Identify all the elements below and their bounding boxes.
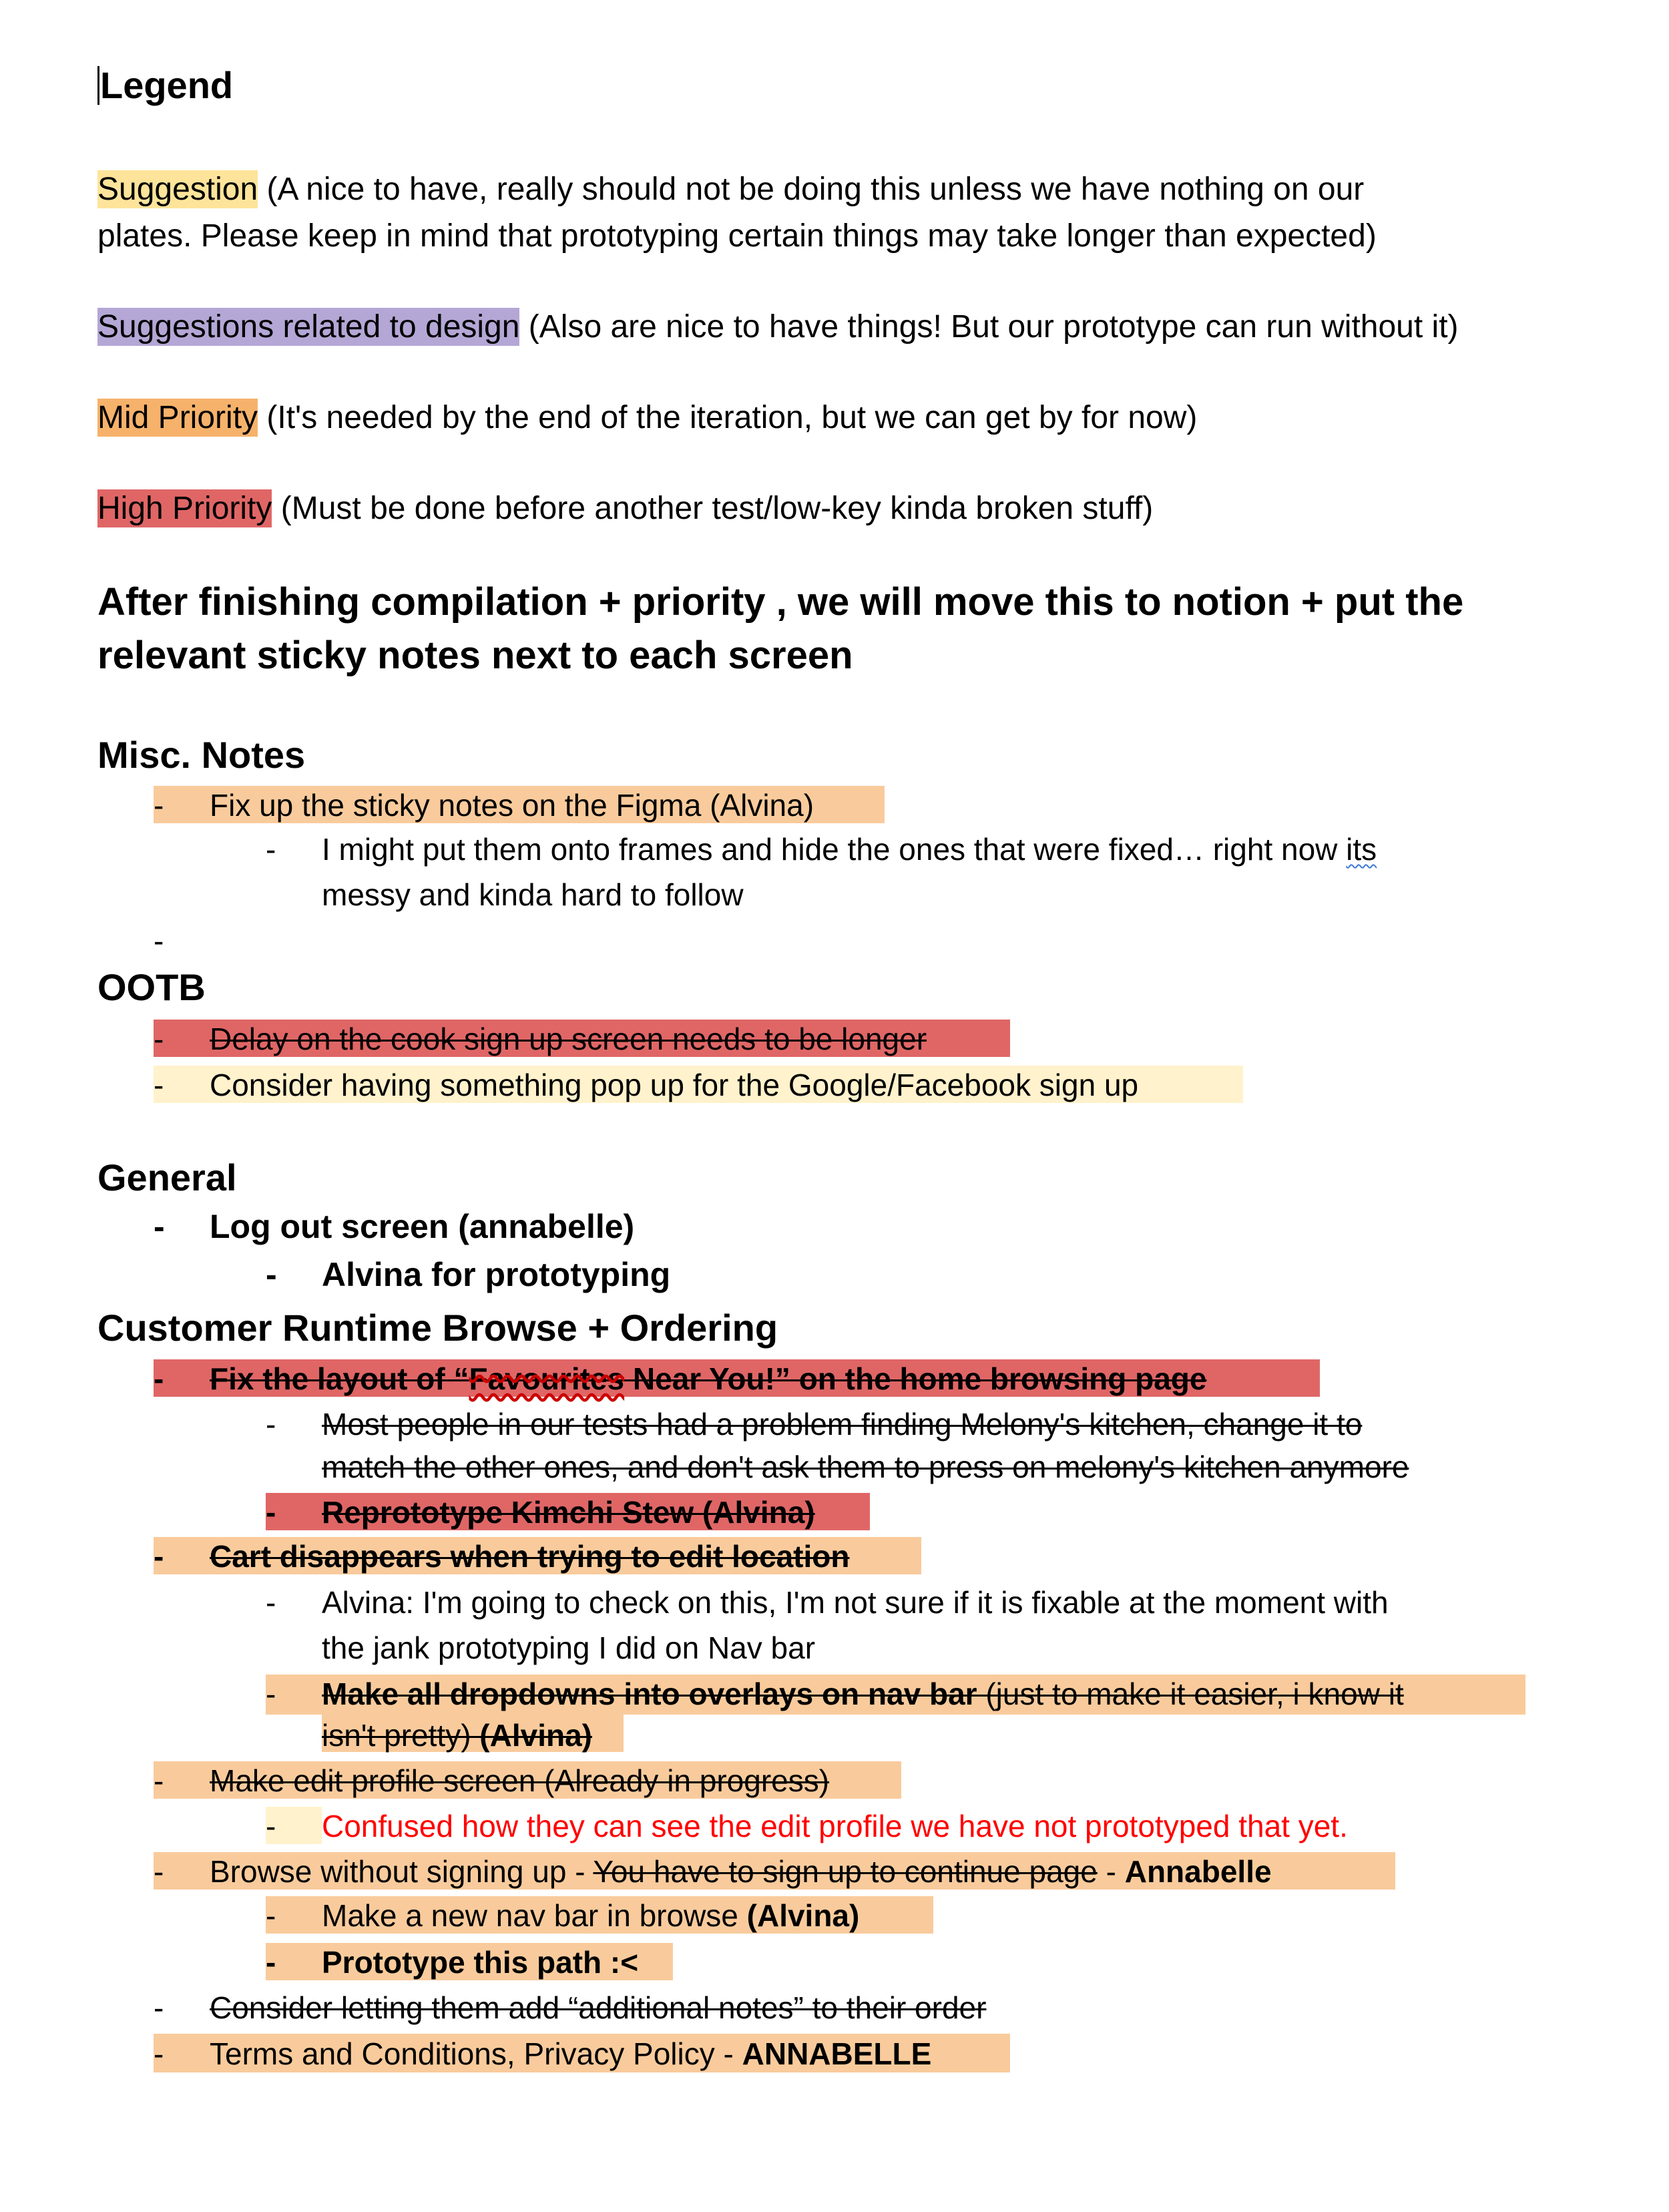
customer-sub3-line2: the jank prototyping I did on Nav bar [322, 1630, 816, 1665]
suggestion-label: Suggestion [97, 172, 258, 207]
legend-title: Legend [97, 63, 233, 107]
misc-item1: - Fix up the sticky notes on the Figma (Alvina) [154, 788, 814, 823]
customer-item4: - Browse without signing up - You have to sign up to continue page - Annabelle [154, 1854, 1272, 1889]
legend-high-priority [97, 485, 1153, 532]
ootb-heading: OOTB [97, 966, 206, 1008]
customer-item5: - Consider letting them add “additional notes” to their order [154, 1990, 987, 2025]
customer-item6: - Terms and Conditions, Privacy Policy - ANNABELLE [154, 2036, 932, 2071]
mid-priority-desc: (It's needed by the end of the iteration, but we can get by for now) [258, 400, 1198, 435]
customer-item3: - Make edit profile screen (Already in progress) [154, 1763, 830, 1798]
mid-priority-label: Mid Priority [97, 400, 258, 435]
customer-sub2: - Reprototype Kimchi Stew (Alvina) [266, 1495, 815, 1530]
general-item1: - Log out screen (annabelle) [154, 1208, 635, 1245]
misc-sub1-line2: messy and kinda hard to follow [322, 877, 744, 912]
misc-heading: Misc. Notes [97, 734, 306, 776]
customer-sub5: - Confused how they can see the edit profile we have not prototyped that yet. [266, 1809, 1348, 1843]
misc-sub1-line1: - I might put them onto frames and hide the ones that were fixed… right now its [266, 832, 1377, 867]
customer-sub4-line2: isn't pretty) (Alvina) [322, 1718, 592, 1753]
high-priority-label: High Priority [97, 491, 272, 526]
suggestion-desc-line2: plates. Please keep in mind that prototyping certain things may take longer than expected) [97, 218, 1377, 254]
legend-suggestion [97, 166, 1364, 213]
ootb-item2: - Consider having something pop up for the Google/Facebook sign up [154, 1068, 1139, 1102]
customer-sub1-line2: match the other ones, and don't ask them to press on melony's kitchen anymore [322, 1450, 1409, 1484]
suggestion-desc: (A nice to have, really should not be doing this unless we have nothing on our [258, 172, 1365, 207]
customer-sub6: - Make a new nav bar in browse (Alvina) [266, 1898, 860, 1933]
design-desc: (Also are nice to have things! But our prototype can run without it) [519, 309, 1459, 345]
text-cursor [97, 66, 99, 105]
customer-item2: - Cart disappears when trying to edit location [154, 1539, 850, 1574]
customer-sub3-line1: - Alvina: I'm going to check on this, I'm not sure if it is fixable at the moment with [266, 1585, 1389, 1620]
general-heading: General [97, 1156, 237, 1198]
customer-sub7: - Prototype this path :< [266, 1945, 639, 1980]
customer-item1: - Fix the layout of “Favourites Near You!” on the home browsing page [154, 1361, 1207, 1396]
announcement-line1: After finishing compilation + priority , we will move this to notion + put the [97, 580, 1464, 624]
announcement-line2: relevant sticky notes next to each screen [97, 634, 853, 677]
spelling-mark: its [1346, 832, 1377, 867]
general-sub1: - Alvina for prototyping [266, 1256, 671, 1293]
legend-design [97, 304, 1459, 351]
misc-empty-bullet: - [154, 923, 164, 958]
ootb-item1: - Delay on the cook sign up screen needs to be longer [154, 1022, 927, 1056]
customer-heading: Customer Runtime Browse + Ordering [97, 1307, 778, 1349]
customer-sub1-line1: - Most people in our tests had a problem finding Melony's kitchen, change it to [266, 1407, 1363, 1442]
customer-sub4: - Make all dropdowns into overlays on nav bar (just to make it easier, i know it [266, 1677, 1404, 1711]
legend-mid-priority [97, 395, 1197, 441]
design-label: Suggestions related to design [97, 309, 520, 345]
high-priority-desc: (Must be done before another test/low-key kinda broken stuff) [272, 491, 1154, 526]
